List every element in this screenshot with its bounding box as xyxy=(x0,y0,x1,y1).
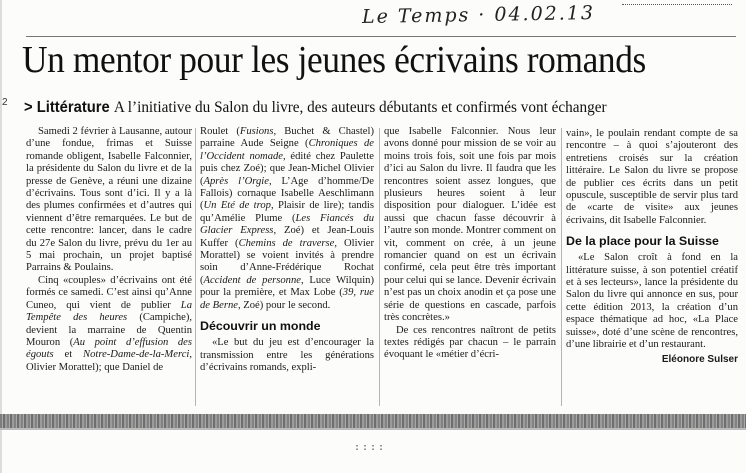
book-title: Chroniques de l’Occident nomade xyxy=(200,138,374,162)
text-run: , Plaisir de lire); tandis qu’Amélie Plume ( xyxy=(200,200,374,224)
text-run: , Zoé) pour le second. xyxy=(237,299,331,311)
book-title: 39, rue de Berne xyxy=(200,287,375,311)
col3-paragraph-2: De ces rencontres naîtront de petits textes rédigés par chacun – le parrain évoquant le «métier d’écri- xyxy=(384,324,556,361)
subhead-lede: A l’initiative du Salon du livre, des auteurs débutants et confirmés vont échanger xyxy=(113,99,607,116)
text-run: , Luce Wilquin) pour la première, et Max Lobe ( xyxy=(200,274,374,299)
col1-paragraph-1: Samedi 2 février à Lausanne, autour d’une fondue, frimas et Suisse romande obligent, Isabelle Falconnier, la présidente du Salon du livre et de la presse de Genève, a réuni une dizaine d’écrivains. Tous sont d’ici. Il y a là des plumes confirmées et d’autres qui viennent d’être remarquées. Le but de cette rencontre: lancer, dans le cadre du 27e Salon du livre, prévu du 1er au 5 mai prochain, un projet baptisé Parrains & Poulains. xyxy=(26,126,192,274)
col2-paragraph-1 xyxy=(200,126,374,312)
author-signature: Eléonore Sulser xyxy=(661,353,738,365)
book-title: Après l’Orgie xyxy=(203,175,269,187)
book-title: Un Eté de trop xyxy=(203,200,271,212)
text-run: , Olivier Morattel) se voient invités à prendre soin d’Anne-Frédérique Rochat ( xyxy=(200,237,374,286)
col1-paragraph-2 xyxy=(26,275,192,374)
text-run: (Campiche), devient la marraine de Quentin Mouron ( xyxy=(26,312,192,348)
headline: Un mentor pour les jeunes écrivains romands xyxy=(22,39,646,81)
column-divider xyxy=(195,128,196,406)
column-divider xyxy=(561,128,562,406)
col4-paragraph-1: vain», le poulain rendant compte de sa rencontre – à quoi s’ajouteront des entretiens croisés sur la création littéraire. Le Salon du livre se propose de publier ces écrits dans un petit opuscule, susceptible de servir plus tard de «carte de visite» aux jeunes écrivains, dit Isabelle Falconnier. xyxy=(566,128,738,226)
section-title: De la place pour la Suisse xyxy=(566,234,719,249)
col4-paragraph-2: «Le Salon croît à fond en la littérature suisse, à son potentiel créatif et à ses lecteurs», lance la présidente du Salon du livre qui annonce en sus, pour cette édition 2013, la création d’un espace thématique ad hoc, «La Place suisse», doté d’une scène de rencontres, d’une librairie et d’un restaurant. xyxy=(566,252,738,351)
handwritten-date: Le Temps · 04.02.13 xyxy=(361,1,596,29)
column-1 xyxy=(26,126,192,374)
text-run: , Zoé) et Jean-Louis Kuffer ( xyxy=(200,225,374,249)
column-4 xyxy=(566,128,738,366)
book-title: Notre-Dame-de-la-Merci xyxy=(83,349,190,361)
book-title: Les Fiancés du Glacier Express xyxy=(200,212,374,237)
scan-edge xyxy=(0,0,2,473)
text-run: , Buchet & Chastel) parraine Aude Seigne ( xyxy=(200,126,374,150)
book-title: Fusions xyxy=(239,126,274,137)
book-title: Accident de personne xyxy=(203,274,301,286)
scan-bottom-line xyxy=(0,428,746,430)
book-title: La Tempête des heures xyxy=(26,299,192,324)
column-3 xyxy=(384,126,556,362)
col2-paragraph-2: «Le but du jeu est d’encourager la transmission entre les générations d’écrivains romands, expli- xyxy=(200,337,374,373)
text-run: , Olivier Morattel); que Daniel de xyxy=(26,349,192,373)
text-run: et xyxy=(53,349,84,361)
scan-bottom-band xyxy=(0,414,746,428)
text-run: Roulet ( xyxy=(200,126,240,137)
side-marks: 2 xyxy=(2,97,8,108)
subhead xyxy=(24,98,706,118)
book-title: Chemins de traverse xyxy=(238,237,335,249)
book-title: Au point d’effusion des égouts xyxy=(26,336,193,361)
headline-rule xyxy=(26,36,736,37)
column-2 xyxy=(200,126,374,374)
page-dots: :::: xyxy=(354,442,387,453)
text-run: , édité chez Paulette puis chez Zoé); que Jean-Michel Olivier ( xyxy=(200,150,374,187)
text-run: Cinq «couples» d’écrivains ont été formés ce samedi. C’est ainsi qu’Anne Cuneo, qui vient de publier xyxy=(26,274,192,311)
section-title: Découvrir un monde xyxy=(200,319,321,334)
top-scrap-line xyxy=(622,0,732,5)
subhead-kicker: Littérature xyxy=(36,99,110,116)
subhead-marker: > xyxy=(24,99,33,116)
col3-paragraph-1: que Isabelle Falconnier. Nous leur avons donné pour mission de se voir au moins trois fois, soit une fois par mois d’ici au Salon du livre. Il faudra que les rencontres soient assez longues, que plusieurs heures soient à leur disposition pour dialoguer. L’idée est aussi que chacun fasse découvrir à l’autre son monde. Montrer comment on vit, comment on crée, à un jeune romancier quand on est un écrivain confirmé, cela peut être très important pour celui qui se lance. Devenir écrivain n’est pas un choix anodin et ça pose une série de questions en cascade, parfois très concrètes.» xyxy=(384,126,556,324)
column-divider xyxy=(379,128,380,406)
text-run: , L’Age d’homme/De Fallois) cornaque Isabelle Aeschlimann ( xyxy=(200,175,374,212)
